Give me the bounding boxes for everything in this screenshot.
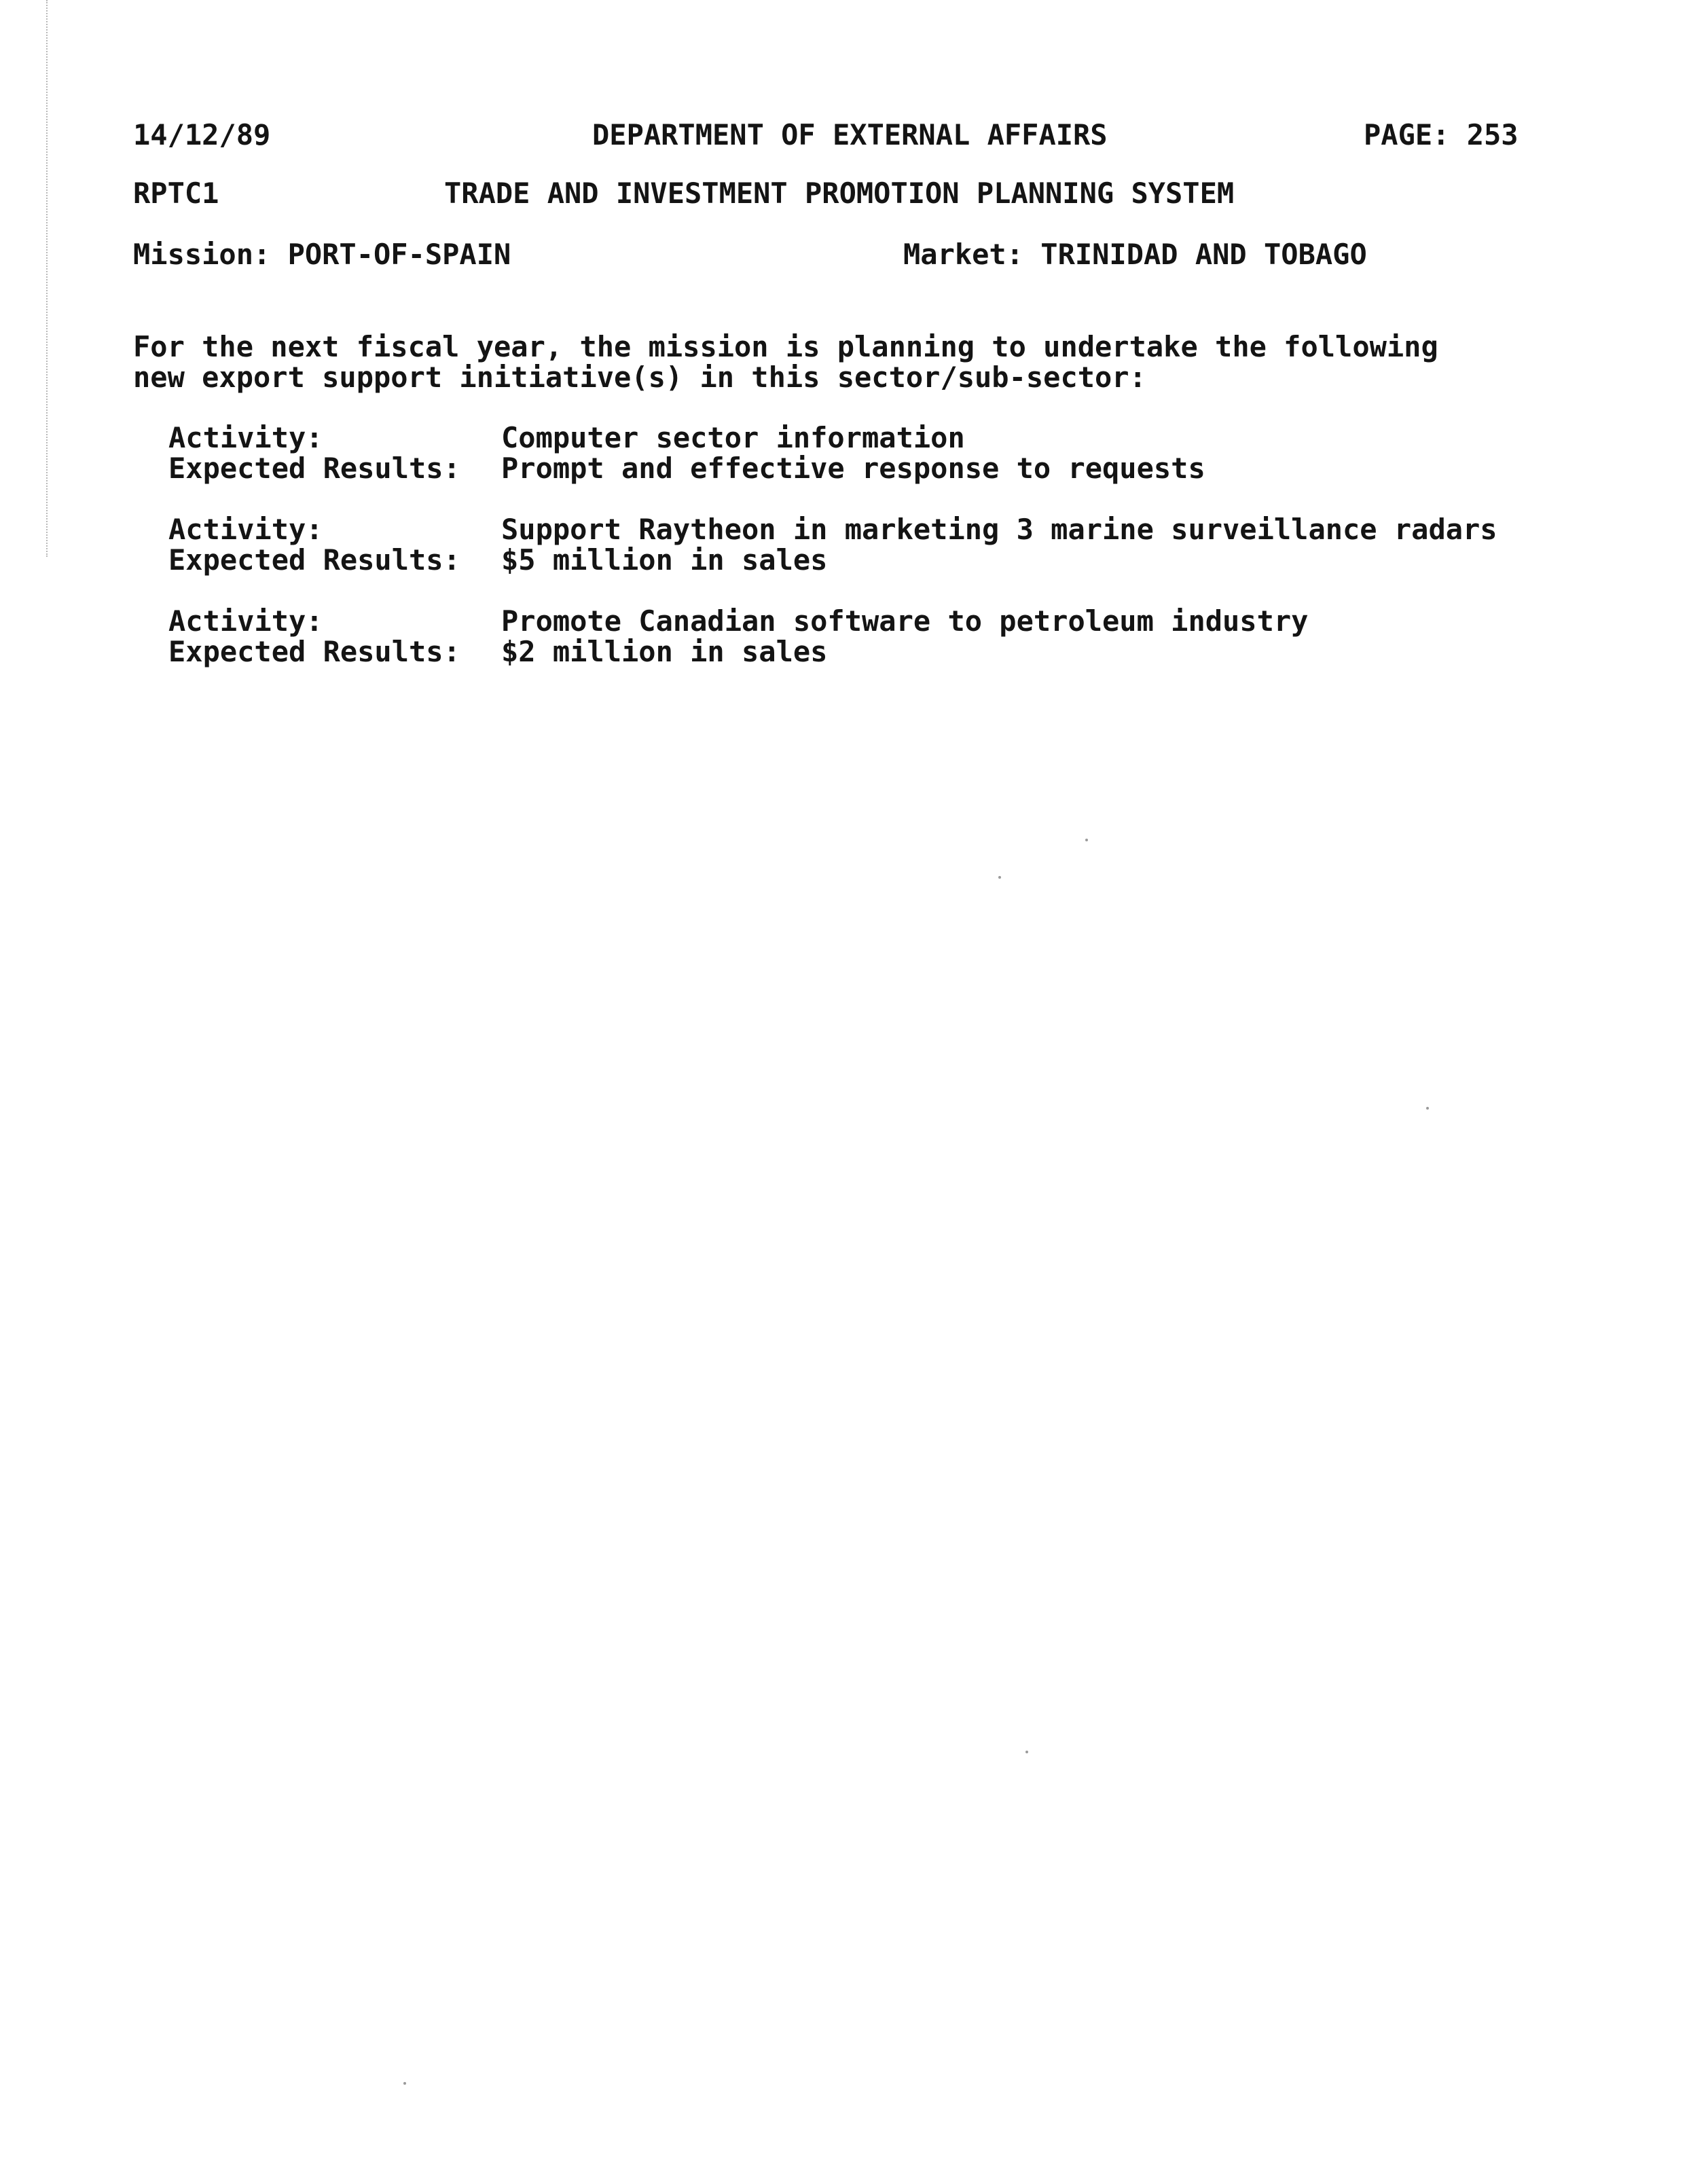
- intro-paragraph: [133, 331, 1559, 392]
- initiative-item: [168, 514, 1527, 575]
- mission-label: Mission: PORT-OF-SPAIN: [133, 238, 511, 271]
- activity-value: Computer sector information: [501, 421, 965, 454]
- expected-results-label: Expected Results:: [168, 543, 460, 577]
- expected-results-label: Expected Results:: [168, 452, 460, 485]
- scan-speck: [998, 876, 1001, 879]
- scan-speck: [403, 2082, 406, 2085]
- report-code: RPTC1: [133, 177, 219, 210]
- activity-label: Activity:: [168, 513, 323, 546]
- department-title: DEPARTMENT OF EXTERNAL AFFAIRS: [592, 118, 1108, 151]
- initiative-item: [168, 422, 1527, 483]
- market-label: Market: TRINIDAD AND TOBAGO: [903, 238, 1367, 271]
- initiatives-list: [168, 422, 1527, 697]
- expected-results-label: Expected Results:: [168, 635, 460, 668]
- intro-line-2: new export support initiative(s) in this sector/sub-sector:: [133, 361, 1146, 394]
- scan-speck: [1085, 839, 1088, 841]
- report-date: 14/12/89: [133, 118, 271, 151]
- expected-results-value: $2 million in sales: [501, 635, 828, 668]
- scan-speck: [1025, 1751, 1028, 1753]
- expected-results-value: Prompt and effective response to requests: [501, 452, 1205, 485]
- scan-edge-line: [46, 0, 49, 557]
- page-number: PAGE: 253: [1364, 118, 1519, 151]
- activity-value: Support Raytheon in marketing 3 marine surveillance radars: [501, 513, 1497, 546]
- activity-value: Promote Canadian software to petroleum industry: [501, 604, 1309, 638]
- system-title: TRADE AND INVESTMENT PROMOTION PLANNING SYSTEM: [444, 177, 1235, 210]
- scan-speck: [1426, 1107, 1429, 1110]
- activity-label: Activity:: [168, 421, 323, 454]
- activity-label: Activity:: [168, 604, 323, 638]
- intro-line-1: For the next fiscal year, the mission is planning to undertake the following: [133, 330, 1438, 363]
- expected-results-value: $5 million in sales: [501, 543, 828, 577]
- initiative-item: [168, 606, 1527, 667]
